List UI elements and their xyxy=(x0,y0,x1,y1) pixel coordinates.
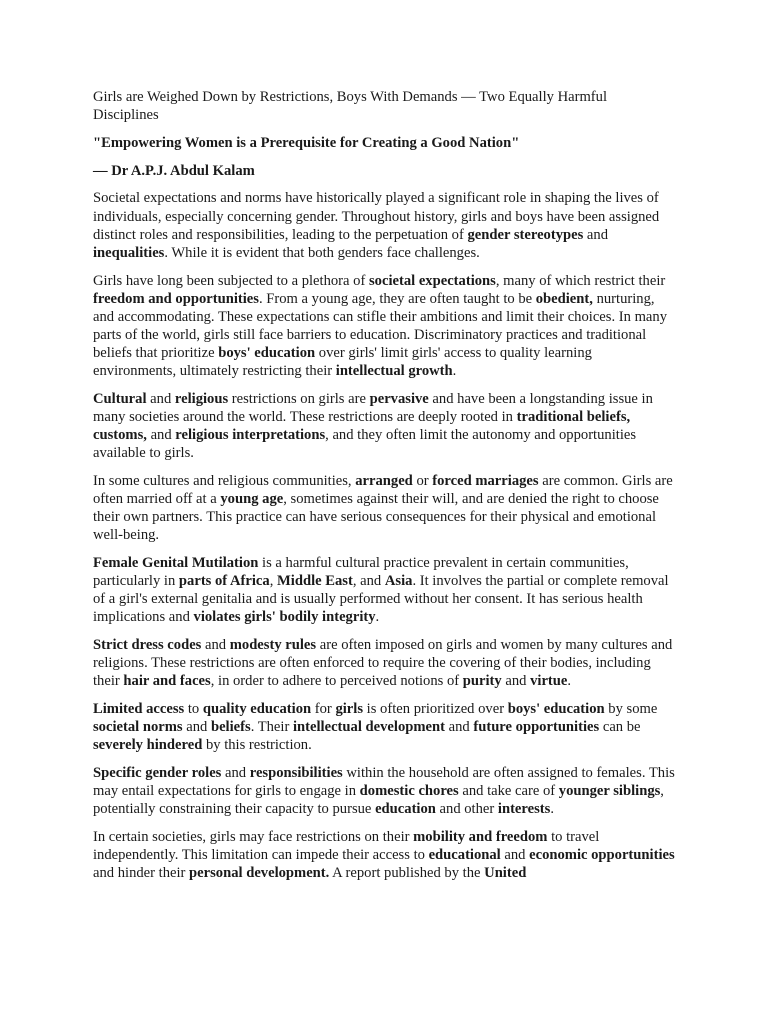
text-run: . From a young age, they are often taught to be xyxy=(258,290,536,307)
document-quote xyxy=(93,134,675,152)
bold-phrase: traditional beliefs, customs, xyxy=(93,408,631,443)
text-run: and xyxy=(221,764,250,781)
text-run: are often imposed on girls and women by many cultures and religions. These restrictions are often enforced to require the covering of their bodies, including their xyxy=(93,636,673,690)
text-run: by this restriction. xyxy=(202,737,312,754)
bold-phrase: intellectual growth xyxy=(335,362,453,379)
bold-phrase: freedom and opportunities xyxy=(93,290,259,307)
text-run: to xyxy=(184,700,203,717)
bold-phrase: Middle East xyxy=(277,572,353,589)
body-paragraph xyxy=(93,700,675,754)
document-title: Girls are Weighed Down by Restrictions, Boys With Demands — Two Equally Harmful Disciplines xyxy=(93,89,608,124)
text-run: . xyxy=(567,673,572,690)
text-run: and xyxy=(146,390,175,407)
body-paragraph xyxy=(93,272,675,381)
text-run: and xyxy=(444,719,474,735)
text-run: , many of which restrict their xyxy=(495,272,666,289)
text-run: and have been a longstanding issue in many societies around the world. These restrictions are deeply rooted in xyxy=(93,390,653,425)
bold-phrase: parts of Africa xyxy=(178,572,270,589)
bold-phrase: economic opportunities xyxy=(529,846,675,863)
text-run: are common. Girls are often married off at a xyxy=(93,472,673,507)
text-run: , in order to adhere to perceived notions of xyxy=(210,673,463,690)
bold-phrase: violates girls' bodily integrity xyxy=(193,609,376,626)
bold-phrase: Female Genital Mutilation xyxy=(93,554,259,571)
text-run: is a harmful cultural practice prevalent in certain communities, particularly in xyxy=(93,554,629,589)
bold-phrase: boys' education xyxy=(507,700,605,717)
document-page xyxy=(93,88,675,892)
bold-phrase: beliefs xyxy=(210,719,251,735)
text-run: , potentially constraining their capacity to pursue xyxy=(93,782,664,818)
text-run: and xyxy=(583,226,609,243)
bold-phrase: girls xyxy=(335,700,364,717)
bold-phrase: responsibilities xyxy=(249,764,343,781)
body-paragraph xyxy=(93,472,675,544)
text-run: , sometimes against their will, and are denied the right to choose their own partners. This practice can have serious consequences for their physical and emotional well-being. xyxy=(93,490,659,544)
quote-attribution xyxy=(93,162,675,180)
text-run: . xyxy=(452,362,457,379)
bold-phrase: modesty rules xyxy=(229,636,317,653)
bold-phrase: inequalities xyxy=(93,244,165,261)
text-run: A report published by the xyxy=(329,865,485,882)
text-run: and xyxy=(201,636,230,653)
bold-phrase: arranged xyxy=(355,472,413,489)
bold-phrase: hair and faces xyxy=(123,673,211,690)
bold-phrase: societal norms xyxy=(93,719,183,735)
text-run: can be xyxy=(599,719,641,735)
text-run: and xyxy=(501,673,531,690)
bold-phrase: younger siblings xyxy=(558,782,661,799)
text-run: and xyxy=(182,719,211,735)
bold-phrase: Limited access xyxy=(93,700,185,717)
bold-phrase: severely hindered xyxy=(93,737,203,754)
body-paragraphs xyxy=(93,189,675,882)
bold-phrase: Cultural xyxy=(93,390,147,407)
text-run: by some xyxy=(604,700,658,717)
bold-phrase: Strict dress codes xyxy=(93,636,202,653)
attribution-text: — Dr A.P.J. Abdul Kalam xyxy=(93,162,255,179)
text-run: over girls' limit girls' access to quality learning environments, ultimately restricting their xyxy=(93,344,592,379)
text-run: . It involves the partial or complete removal of a girl's external genitalia and is usually performed without her consent. It has serious health implications and xyxy=(93,572,669,626)
bold-phrase: religious interpretations xyxy=(175,426,326,443)
bold-phrase: personal development. xyxy=(189,865,330,882)
text-run: In some cultures and religious communities, xyxy=(93,472,356,489)
bold-phrase: pervasive xyxy=(369,390,429,407)
bold-phrase: future opportunities xyxy=(473,719,600,735)
text-run: , and xyxy=(352,572,385,589)
bold-phrase: boys' education xyxy=(218,344,316,361)
text-run: and other xyxy=(435,801,498,818)
body-paragraph xyxy=(93,636,675,690)
text-run: restrictions on girls are xyxy=(228,390,370,407)
bold-phrase: gender stereotypes xyxy=(467,226,584,243)
text-run: . xyxy=(550,801,554,818)
bold-phrase: Specific gender roles xyxy=(93,764,222,781)
text-run: and xyxy=(146,426,176,443)
text-run: to travel independently. This limitation can impede their access to xyxy=(93,828,600,863)
bold-phrase: Asia xyxy=(384,572,413,589)
bold-phrase: educational xyxy=(428,846,501,863)
bold-phrase: societal expectations xyxy=(368,272,496,289)
bold-phrase: religious xyxy=(174,390,229,407)
bold-phrase: quality education xyxy=(202,700,312,717)
bold-phrase: mobility and freedom xyxy=(413,828,548,845)
body-paragraph xyxy=(93,828,675,882)
quote-text: "Empowering Women is a Prerequisite for Creating a Good Nation" xyxy=(93,134,520,151)
text-run: or xyxy=(412,472,433,489)
bold-phrase: interests xyxy=(497,801,551,818)
text-run: and xyxy=(500,846,530,863)
bold-phrase: United xyxy=(484,865,527,882)
text-run: . While it is evident that both genders face challenges. xyxy=(164,244,480,261)
bold-phrase: young age xyxy=(220,490,284,507)
bold-phrase: domestic chores xyxy=(359,782,459,799)
bold-phrase: forced marriages xyxy=(432,472,539,489)
bold-phrase: purity xyxy=(462,673,502,690)
body-paragraph xyxy=(93,554,675,626)
bold-phrase: virtue xyxy=(530,673,568,690)
text-run: In certain societies, girls may face restrictions on their xyxy=(93,828,414,845)
text-run: and take care of xyxy=(458,782,559,799)
body-paragraph xyxy=(93,189,675,261)
text-run: , xyxy=(269,572,278,589)
bold-phrase: intellectual development xyxy=(292,719,445,735)
text-run: is often prioritized over xyxy=(363,700,508,717)
bold-phrase: education xyxy=(375,801,436,818)
text-run: Societal expectations and norms have historically played a significant role in shaping the lives of individuals, especially concerning gender. Throughout history, girls and boys have been assigned distinct roles and responsibilities, leading to the perpetuation of xyxy=(93,190,660,243)
text-run: , and they often limit the autonomy and opportunities available to girls. xyxy=(93,426,637,462)
text-run: Girls have long been subjected to a plethora of xyxy=(93,272,369,289)
body-paragraph xyxy=(93,390,675,462)
body-paragraph xyxy=(93,764,675,818)
bold-phrase: obedient, xyxy=(535,290,593,307)
text-run: nurturing, and accommodating. These expectations can stifle their ambitions and limit their choices. In many parts of the world, girls still face barriers to education. Discriminatory practices and traditional beliefs that prioritize xyxy=(93,290,667,361)
text-run: for xyxy=(311,700,336,717)
text-run: . xyxy=(375,609,380,626)
text-run: and hinder their xyxy=(93,865,190,882)
text-run: . Their xyxy=(250,719,293,735)
text-run: within the household are often assigned to females. This may entail expectations for girls to engage in xyxy=(93,764,675,799)
